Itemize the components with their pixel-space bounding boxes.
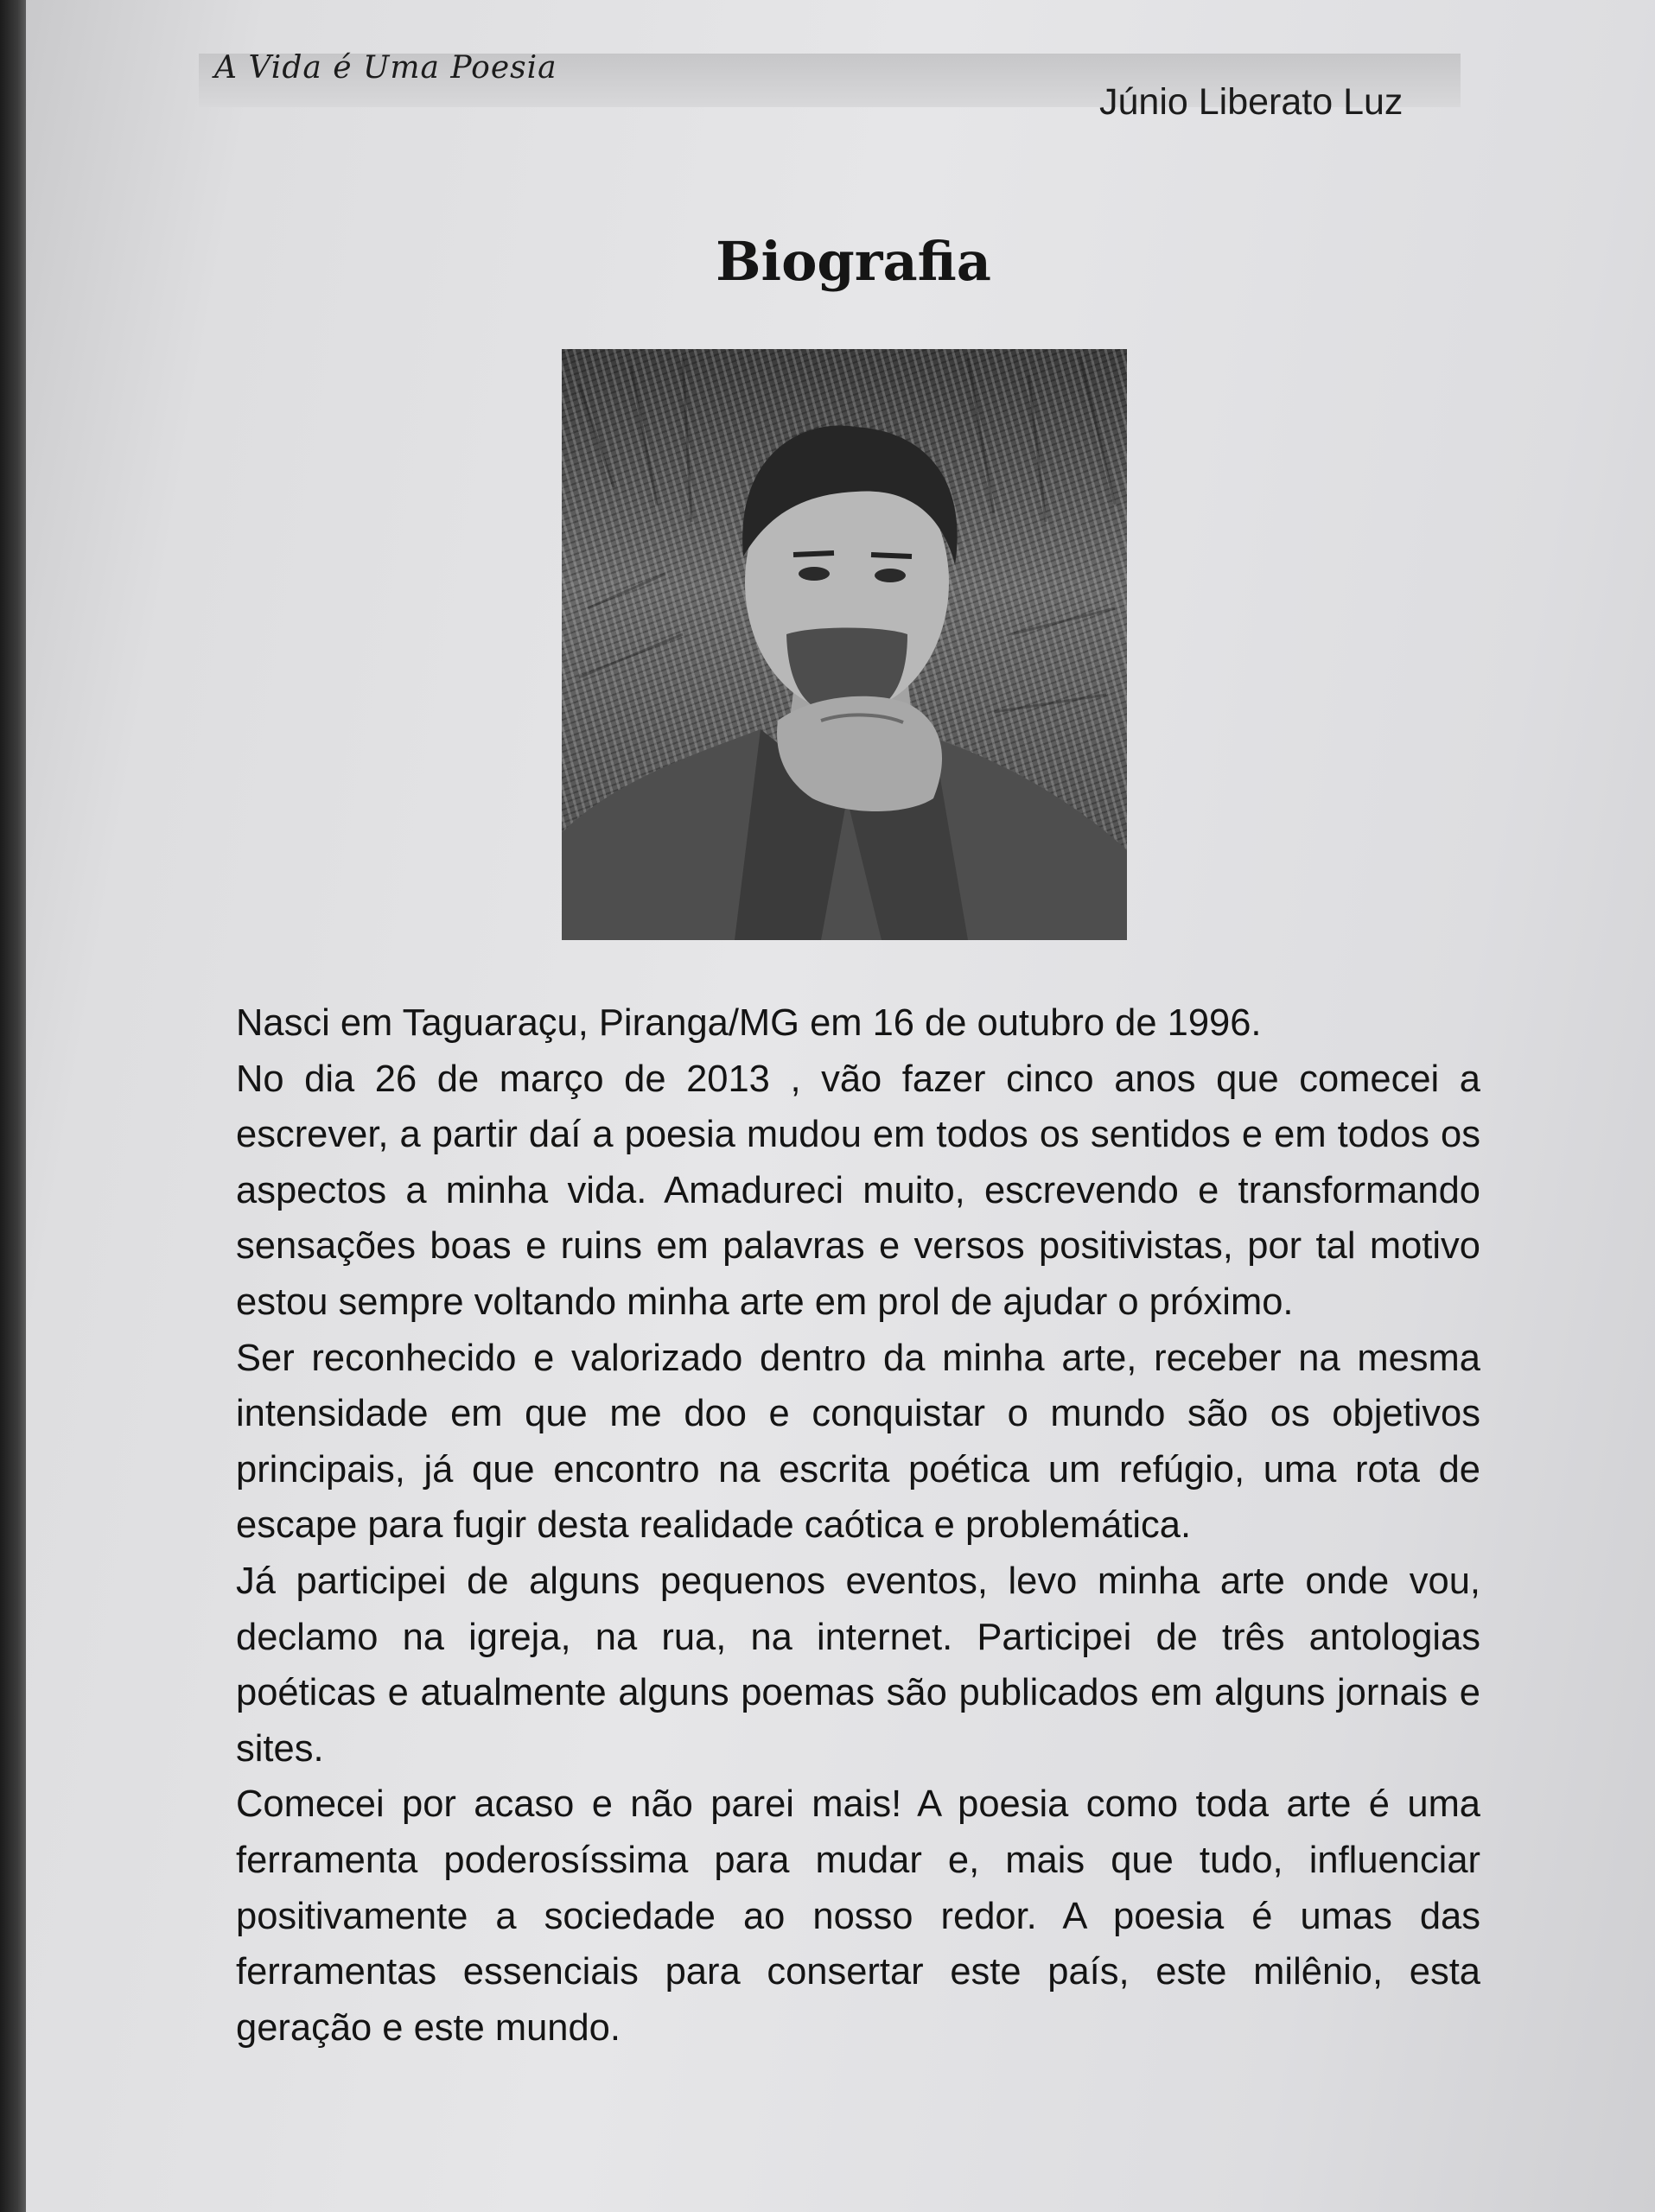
author-portrait-photo: [562, 349, 1127, 940]
paragraph-objectives: Ser reconhecido e valorizado dentro da minha arte, receber na mesma intensidade em que me doo e conquistar o mundo são os objetivos principais, já que encontro na escrita poética um refúgio, uma rota de escape para fugir desta realidade caótica e problemática.: [236, 1337, 1480, 1547]
book-spine-shadow: [0, 0, 29, 2212]
running-header-author: Júnio Liberato Luz: [1099, 81, 1404, 123]
book-page: [26, 0, 1655, 2212]
paragraph-writing: No dia 26 de março de 2013 , vão fazer cinco anos que comecei a escrever, a partir daí a poesia mudou em todos os sentidos e em todos os aspectos a minha vida. Amadureci muito, escrevendo e transformando sensações boas e ruins em palavras e versos positivistas, por tal motivo estou sempre voltando minha arte em prol de ajudar o próximo.: [236, 1058, 1480, 1323]
paragraph-events: Já participei de alguns pequenos eventos, levo minha arte onde vou, declamo na igreja, na rua, na internet. Participei de três antologias poéticas e atualmente alguns poemas são publicados em alguns jornais e sites.: [236, 1560, 1480, 1770]
running-header-book-title: A Vida é Uma Poesia: [214, 50, 557, 86]
page-title: Biografia: [716, 230, 991, 293]
biography-text: [236, 995, 1480, 2056]
paragraph-birth: Nasci em Taguaraçu, Piranga/MG em 16 de outubro de 1996.: [236, 1002, 1262, 1044]
portrait-silhouette-icon: [562, 349, 1127, 940]
paragraph-poetry: Comecei por acaso e não parei mais! A poesia como toda arte é uma ferramenta poderosíssima para mudar e, mais que tudo, influenciar positivamente a sociedade ao nosso redor. A poesia é umas das ferramentas essenciais para consertar este país, este milênio, esta geração e este mundo.: [236, 1783, 1480, 2049]
